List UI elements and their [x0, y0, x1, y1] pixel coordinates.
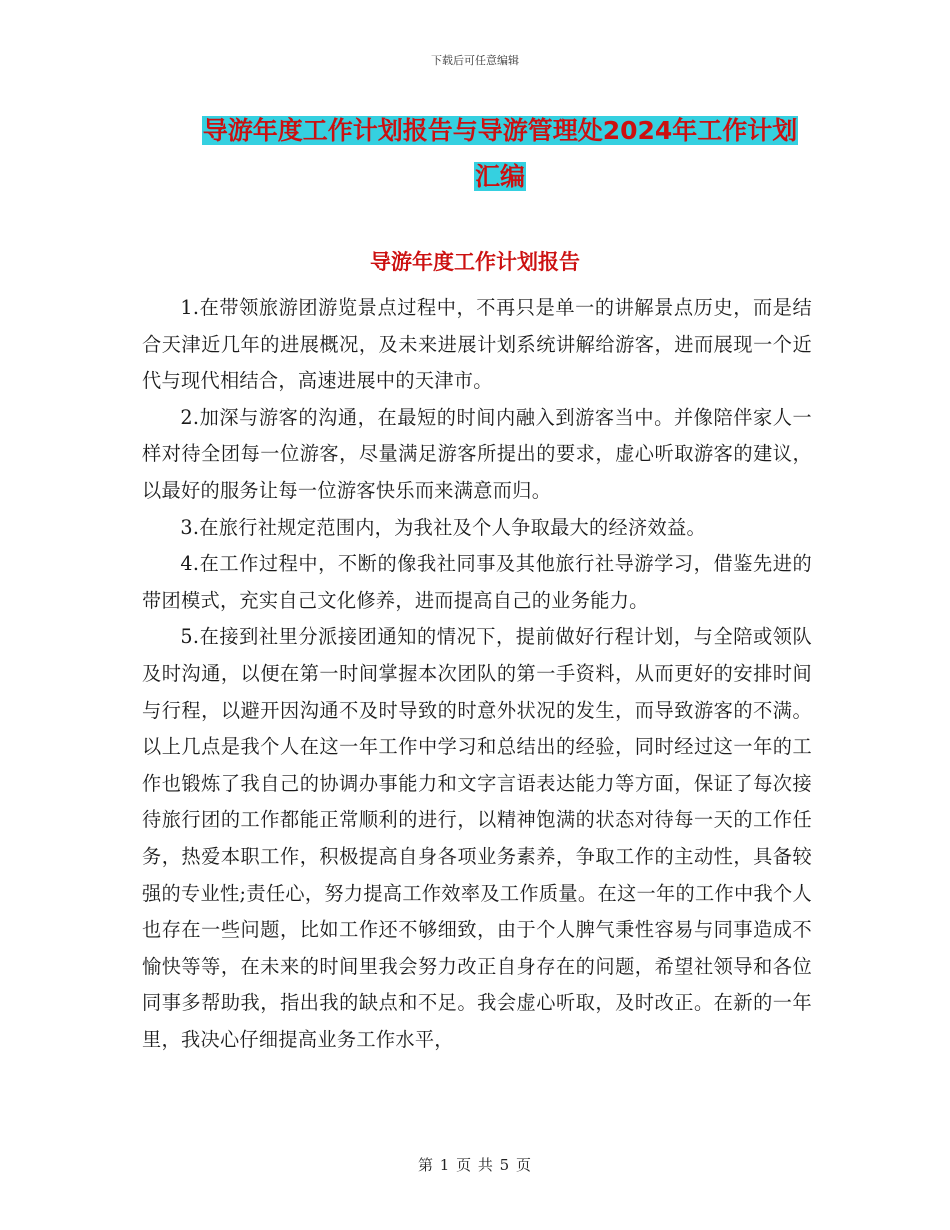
title-line-2: 汇编 [474, 162, 525, 191]
paragraph-4: 4.在工作过程中，不断的像我社同事及其他旅行社导游学习，借鉴先进的带团模式，充实自己文化修养，进而提高自己的业务能力。 [142, 552, 812, 612]
paragraph-3: 3.在旅行社规定范围内，为我社及个人争取最大的经济效益。 [180, 515, 706, 539]
title-line-1: 导游年度工作计划报告与导游管理处2024年工作计划 [202, 116, 798, 145]
page-footer: 第 1 页 共 5 页 [418, 1156, 532, 1174]
body-text [142, 290, 812, 1058]
document-title [150, 108, 850, 200]
paragraph-5: 5.在接到社里分派接团通知的情况下，提前做好行程计划，与全陪或领队及时沟通，以便在第一时间掌握本次团队的第一手资料，从而更好的安排时间与行程，以避开因沟通不及时导致的时意外状况的发生，而导致游客的不满。以上几点是我个人在这一年工作中学习和总结出的经验，同时经过这一年的工作也锻炼了我自己的协调办事能力和文字言语表达能力等方面，保证了每次接待旅行团的工作都能正常顺利的进行，以精神饱满的状态对待每一天的工作任务，热爱本职工作，积极提高自身各项业务素养，争取工作的主动性，具备较强的专业性;责任心，努力提高工作效率及工作质量。在这一年的工作中我个人也存在一些问题，比如工作还不够细致，由于个人脾气秉性容易与同事造成不愉快等等，在未来的时间里我会努力改正自身存在的问题，希望社领导和各位同事多帮助我，指出我的缺点和不足。我会虚心听取，及时改正。在新的一年里，我决心仔细提高业务工作水平， [142, 625, 812, 1051]
paragraph-1: 1.在带领旅游团游览景点过程中，不再只是单一的讲解景点历史，而是结合天津近几年的进展概况，及未来进展计划系统讲解给游客，进而展现一个近代与现代相结合，高速进展中的天津市。 [142, 296, 812, 393]
paragraph-2: 2.加深与游客的沟通，在最短的时间内融入到游客当中。并像陪伴家人一样对待全团每一位游客，尽量满足游客所提出的要求，虚心听取游客的建议，以最好的服务让每一位游客快乐而来满意而归。 [142, 405, 812, 502]
section-title: 导游年度工作计划报告 [370, 250, 580, 274]
header-note: 下载后可任意编辑 [431, 54, 519, 67]
